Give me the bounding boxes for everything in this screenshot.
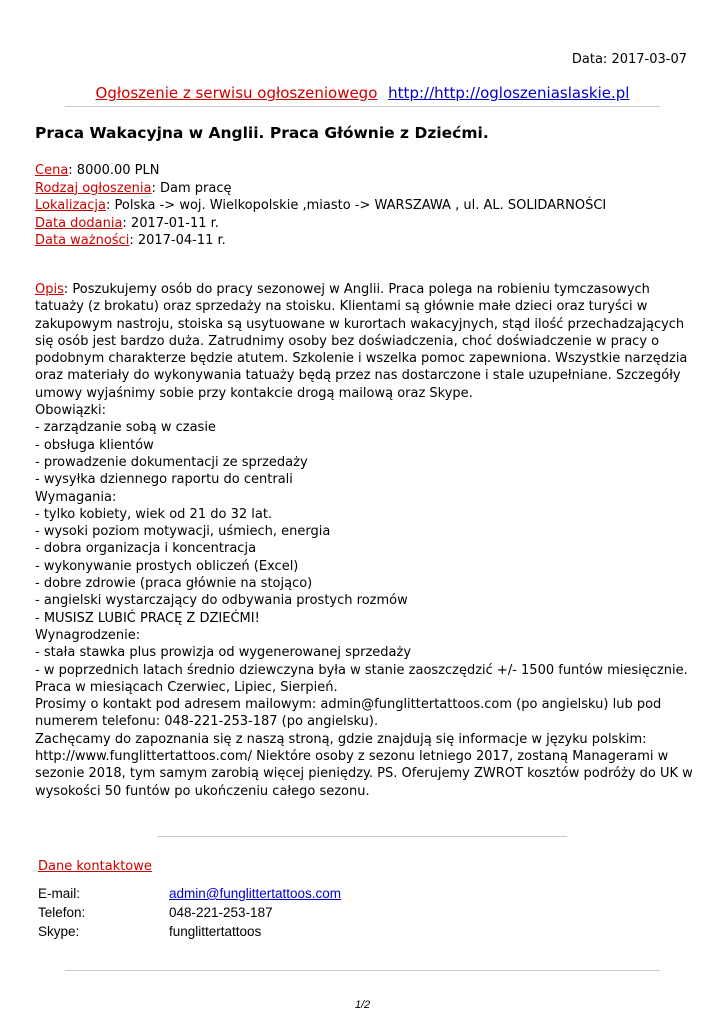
contact-skype-label: Skype: xyxy=(38,924,80,939)
description-intro-text: : Poszukujemy osób do pracy sezonowej w Anglii. Praca polega na robieniu tymczasowych tatuaży (z brokatu) oraz sprzedaży na stoisku. Klientami są głównie małe dzieci oraz turyści w zakupowym nastroju, stoiska są usytuowane w kurortach wakacyjnych, stąd ilość przechadzających się osób jest bardzo duża. Zatrudnimy osoby bez doświadczenia, choć doświadczenie w pracy o podobnym charakterze będzie atutem. Szkolenie i wszelka pomoc zapewniona. Wszystkie narzędzia oraz materiały do wykonywania tatuaży będą przez nas dostarczone i stale uzupełniane. Szczegóły umowy wyjaśnimy sobie przy kontakcie drogą mailową oraz Skype. xyxy=(35,282,688,401)
description-line: - tylko kobiety, wiek od 21 do 32 lat. xyxy=(35,506,273,522)
meta-location-label[interactable]: Lokalizacja xyxy=(35,198,106,213)
page-number: 1/2 xyxy=(354,999,371,1011)
contact-email-link[interactable]: admin@funglittertattoos.com xyxy=(169,886,342,901)
meta-date-added xyxy=(35,215,606,233)
top-divider xyxy=(65,106,660,107)
contact-phone-value: 048-221-253-187 xyxy=(169,905,273,920)
description-line: Wymagania: xyxy=(35,489,117,505)
document-date: Data: 2017-03-07 xyxy=(571,52,687,67)
source-label-link[interactable]: Ogłoszenie z serwisu ogłoszeniowego xyxy=(95,84,378,102)
description-label[interactable]: Opis xyxy=(35,282,64,297)
description-line: - obsługa klientów xyxy=(35,437,154,453)
meta-expiry-date-value: : 2017-04-11 r. xyxy=(129,233,226,248)
meta-price-label[interactable]: Cena xyxy=(35,163,69,178)
meta-price xyxy=(35,162,606,180)
contact-skype-value: funglittertattoos xyxy=(169,924,262,939)
contact-email-label: E-mail: xyxy=(38,886,81,901)
meta-listing-type xyxy=(35,180,606,198)
source-line xyxy=(0,84,725,102)
meta-listing-type-label[interactable]: Rodzaj ogłoszenia xyxy=(35,180,152,196)
meta-date-added-label[interactable]: Data dodania xyxy=(35,215,123,231)
description-line: - stała stawka plus prowizja od wygenerowanej sprzedaży xyxy=(35,645,412,661)
description-line: - wysoki poziom motywacji, uśmiech, energia xyxy=(35,524,331,540)
description-intro xyxy=(35,281,695,402)
contact-row-phone xyxy=(38,905,341,924)
description-line: - angielski wystarczający do odbywania prostych rozmów xyxy=(35,593,408,609)
description-line: - zarządzanie sobą w czasie xyxy=(35,420,216,436)
meta-date-added-value: : 2017-01-11 r. xyxy=(122,215,219,231)
description-line: - MUSISZ LUBIĆ PRACĘ Z DZIEĆMI! xyxy=(35,610,260,626)
description-line: Obowiązki: xyxy=(35,403,106,419)
contact-row-email xyxy=(38,886,341,905)
description-line: Zachęcamy do zapoznania się z naszą stroną, gdzie znajdują się informacje w języku polskim: http://www.funglittertattoos.com/ Niektóre osoby z sezonu letniego 2017, zostaną Managerami w sezonie 2018, tym samym zarobią więcej pieniędzy. PS. Oferujemy ZWROT kosztów podróży do UK w wysokości 50 funtów po ukończeniu całego sezonu. xyxy=(35,731,693,799)
description-line: - wykonywanie prostych obliczeń (Excel) xyxy=(35,558,299,574)
listing-meta xyxy=(35,162,606,250)
description-line: Praca w miesiącach Czerwiec, Lipiec, Sierpień. xyxy=(35,679,338,695)
meta-price-value: : 8000.00 PLN xyxy=(68,163,160,178)
description-line: - dobre zdrowie (praca głównie na stojąco) xyxy=(35,576,313,592)
contact-row-skype xyxy=(38,924,341,943)
bottom-divider xyxy=(65,970,660,971)
meta-location xyxy=(35,197,606,215)
source-url-link[interactable]: http://http://ogloszeniaslaskie.pl xyxy=(388,84,630,102)
meta-location-value: : Polska -> woj. Wielkopolskie ,miasto -> WARSZAWA , ul. AL. SOLIDARNOŚCI xyxy=(105,198,607,213)
listing-title: Praca Wakacyjna w Anglii. Praca Głównie z Dziećmi. xyxy=(35,124,489,142)
contact-phone-label: Telefon: xyxy=(38,905,86,920)
description-line: - w poprzednich latach średnio dziewczyna była w stanie zaoszczędzić +/- 1500 funtów miesięcznie. xyxy=(35,662,688,678)
description-line: Wynagrodzenie: xyxy=(35,627,141,643)
meta-expiry-date-label[interactable]: Data ważności xyxy=(35,233,130,248)
contact-details xyxy=(38,886,341,943)
description-line: - prowadzenie dokumentacji ze sprzedaży xyxy=(35,454,308,470)
description-line: Prosimy o kontakt pod adresem mailowym: admin@funglittertattoos.com (po angielsku) lub pod numerem telefonu: 048-221-253-187 (po angielsku). xyxy=(35,697,662,730)
contact-divider xyxy=(157,836,567,837)
description-line: - dobra organizacja i koncentracja xyxy=(35,541,257,557)
meta-expiry-date xyxy=(35,232,606,250)
contact-section-title[interactable]: Dane kontaktowe xyxy=(38,859,152,874)
description-line: - wysyłka dziennego raportu do centrali xyxy=(35,472,293,488)
meta-listing-type-value: : Dam pracę xyxy=(151,180,232,196)
listing-description xyxy=(35,281,695,800)
